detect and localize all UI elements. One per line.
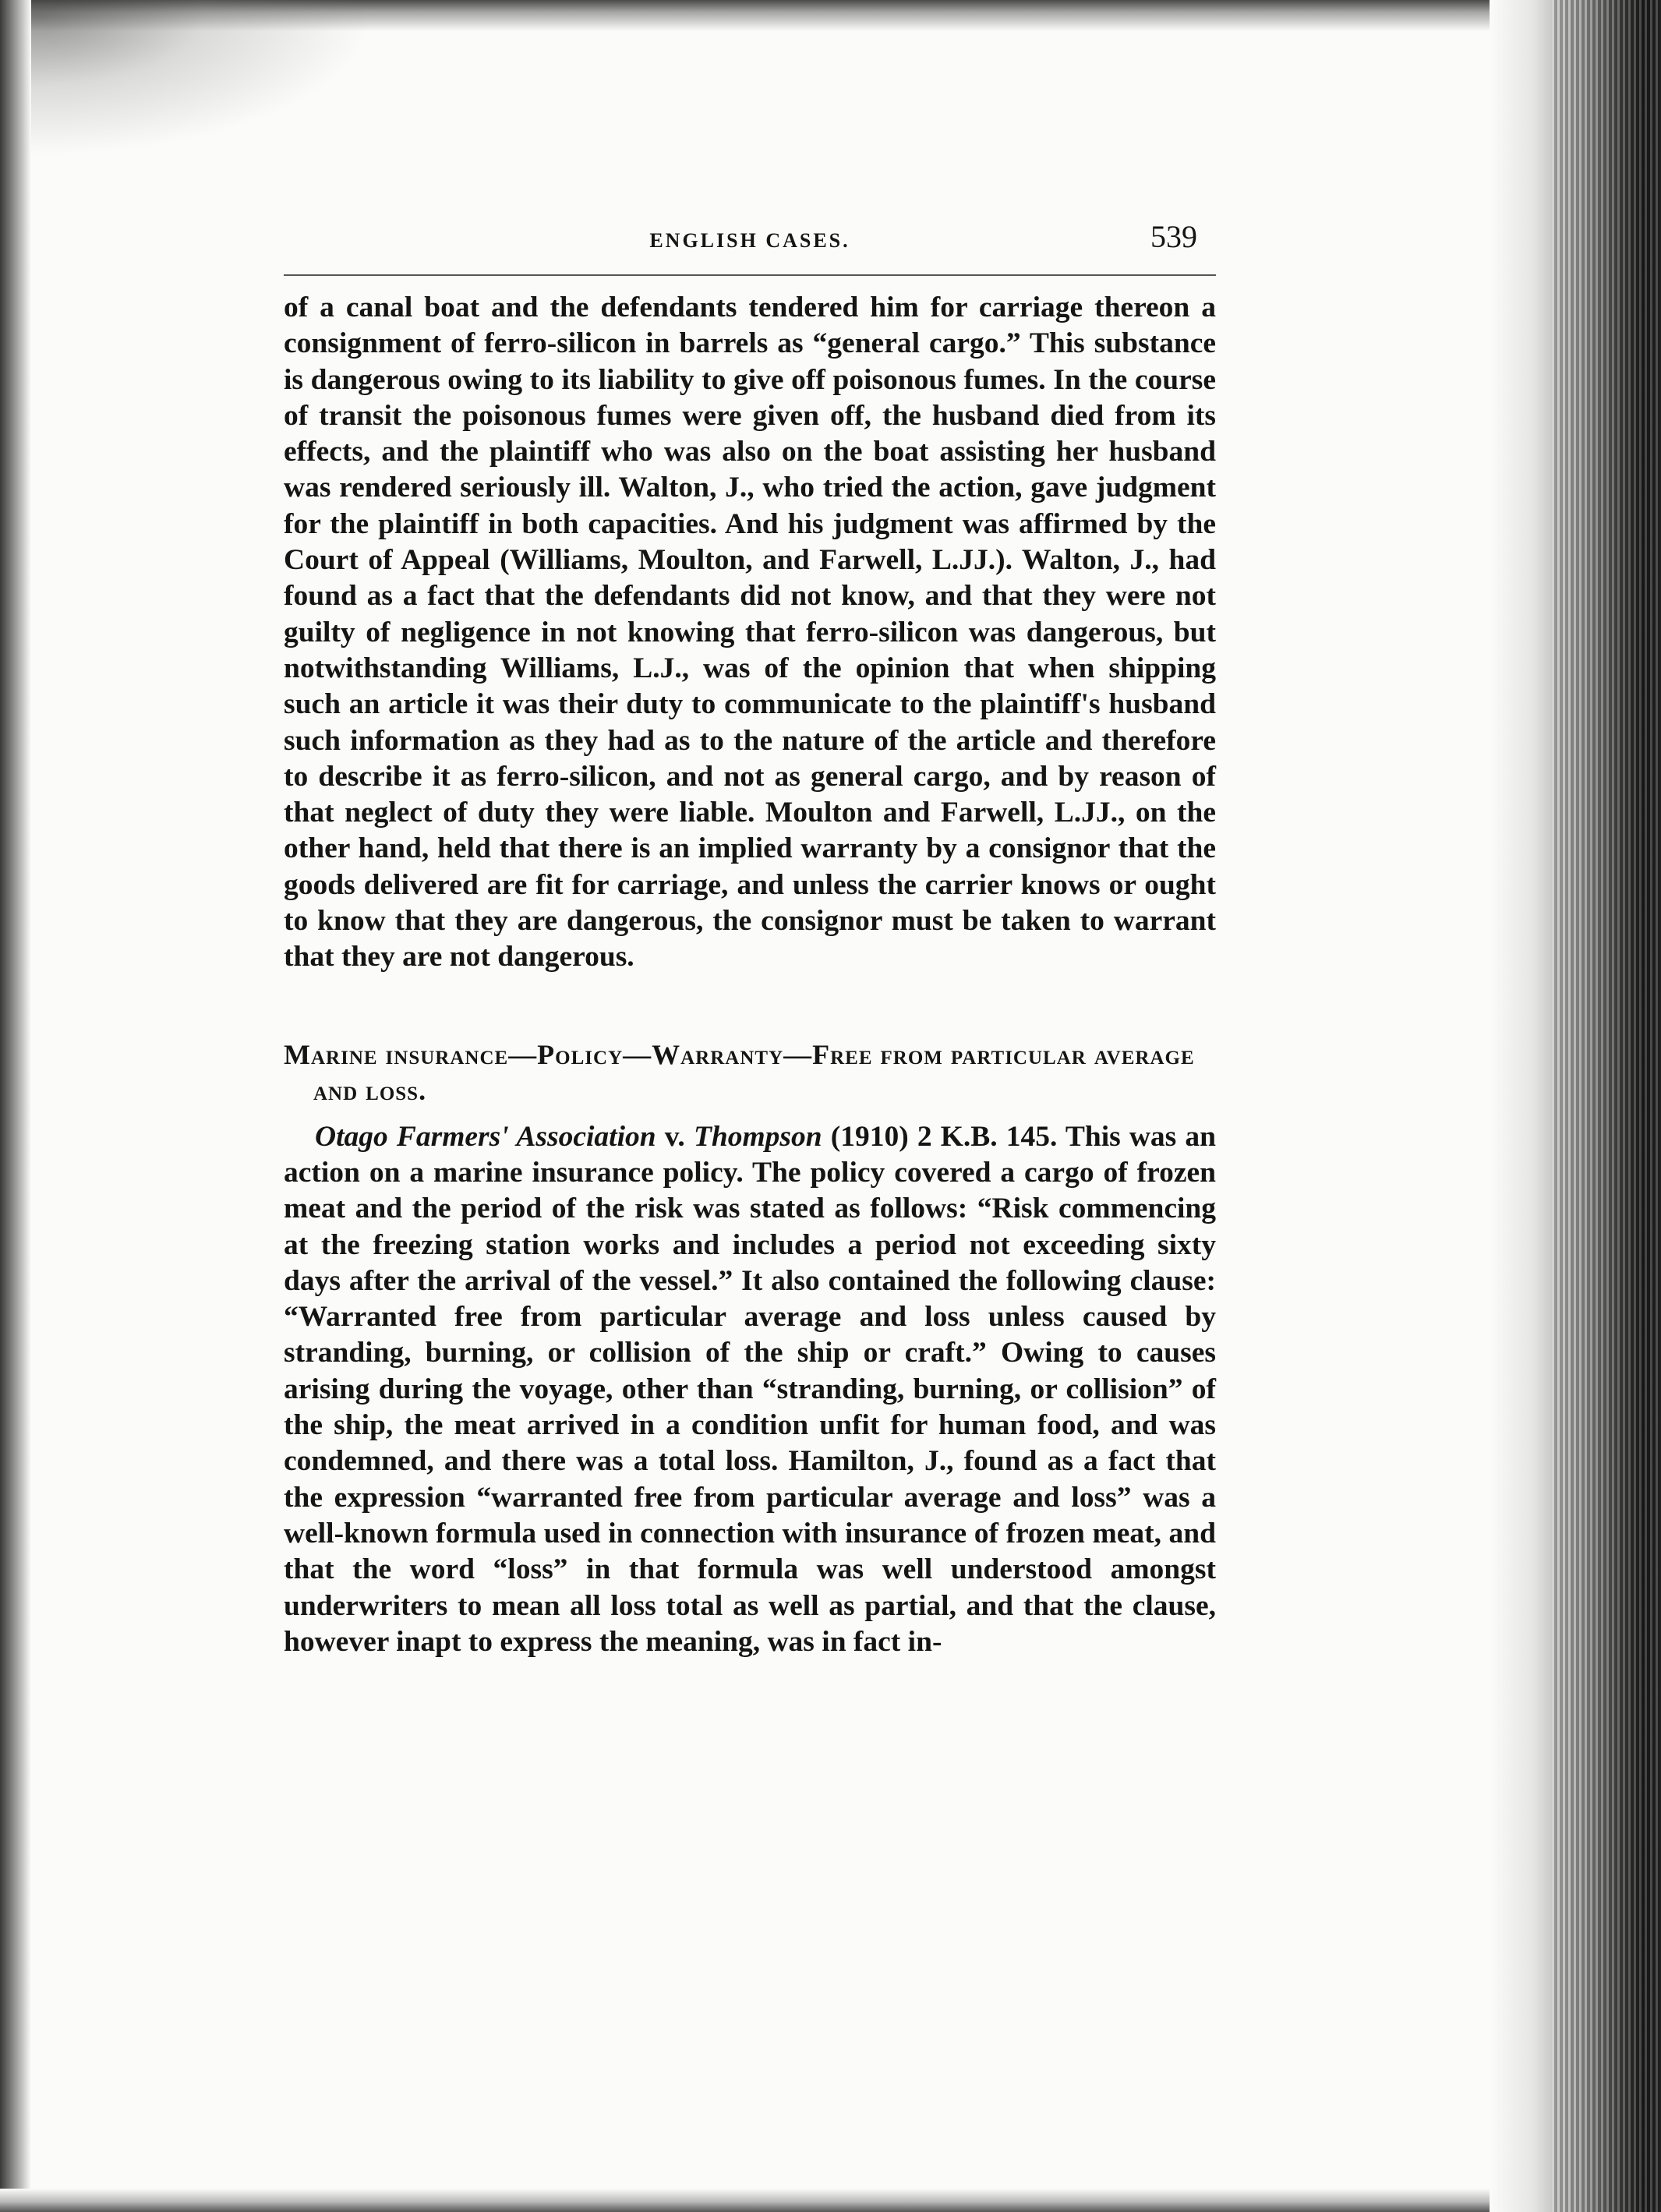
- body-paragraph-1: of a canal boat and the defendants tendered him for carriage thereon a consignment of ferro-silicon in barrels as “general cargo.” This substance is dangerous owing to its liability to give off poisonous fumes. In the course of transit the poisonous fumes were given off, the husband died from its effects, and the plaintiff who was also on the boat assisting her husband was rendered seriously ill. Walton, J., who tried the action, gave judgment for the plaintiff in both capacities. And his judgment was affirmed by the Court of Appeal (Williams, Moulton, and Farwell, L.JJ.). Walton, J., had found as a fact that the defendants did not know, and that they were not guilty of negligence in not knowing that ferro-silicon was dangerous, but notwithstanding Williams, L.J., was of the opinion that when shipping such an article it was their duty to communicate to the plaintiff's husband such information as they had as to the nature of the article and therefore to describe it as ferro-silicon, and not as general cargo, and by reason of that neglect of duty they were liable. Moulton and Farwell, L.JJ., on the other hand, held that there is an implied warranty by a consignor that the goods delivered are fit for carriage, and unless the carrier knows or ought to know that they are dangerous, the consignor must be taken to warrant that they are not dangerous.: [284, 292, 1216, 973]
- case-name-defendant: Thompson: [693, 1120, 822, 1153]
- page-number: 539: [1150, 219, 1197, 254]
- page-stack-edge: [1552, 0, 1661, 2212]
- scan-smudge: [0, 0, 374, 156]
- page-header: [284, 218, 1216, 265]
- case-name: Otago Farmers' Association: [315, 1120, 656, 1153]
- document-page: [284, 218, 1216, 1660]
- case-versus: v.: [656, 1120, 694, 1153]
- paragraph-2-text: (1910) 2 K.B. 145. This was an action on a marine insurance policy. The policy covered a cargo of frozen meat and the period of the risk was stated as follows: “Risk commencing at the freezing station works and includes a period not exceeding sixty days after the arrival of the vessel.” It also contained the following clause: “Warranted free from particular average and loss unless caused by stranding, burning, or collision of the ship or craft.” Owing to causes arising during the voyage, other than “stranding, burning, or collision” of the ship, the meat arrived in a condition unfit for human food, and was condemned, and there was a total loss. Hamilton, J., found as a fact that the expression “warranted free from particular average and loss” was a well-known formula used in connection with insurance of frozen meat, and that the word “loss” in that formula was well understood amongst underwriters to mean all loss total as well as partial, and that the clause, however inapt to express the meaning, was in fact in-: [284, 1120, 1217, 1658]
- body-paragraph-2: [284, 1119, 1216, 1660]
- header-rule: [284, 274, 1216, 276]
- scan-edge-bottom: [0, 2189, 1528, 2212]
- section-heading: Marine insurance—Policy—Warranty—Free from particular average and loss.: [284, 1038, 1195, 1106]
- scan-edge-left: [0, 0, 31, 2212]
- running-head: ENGLISH CASES.: [649, 229, 850, 252]
